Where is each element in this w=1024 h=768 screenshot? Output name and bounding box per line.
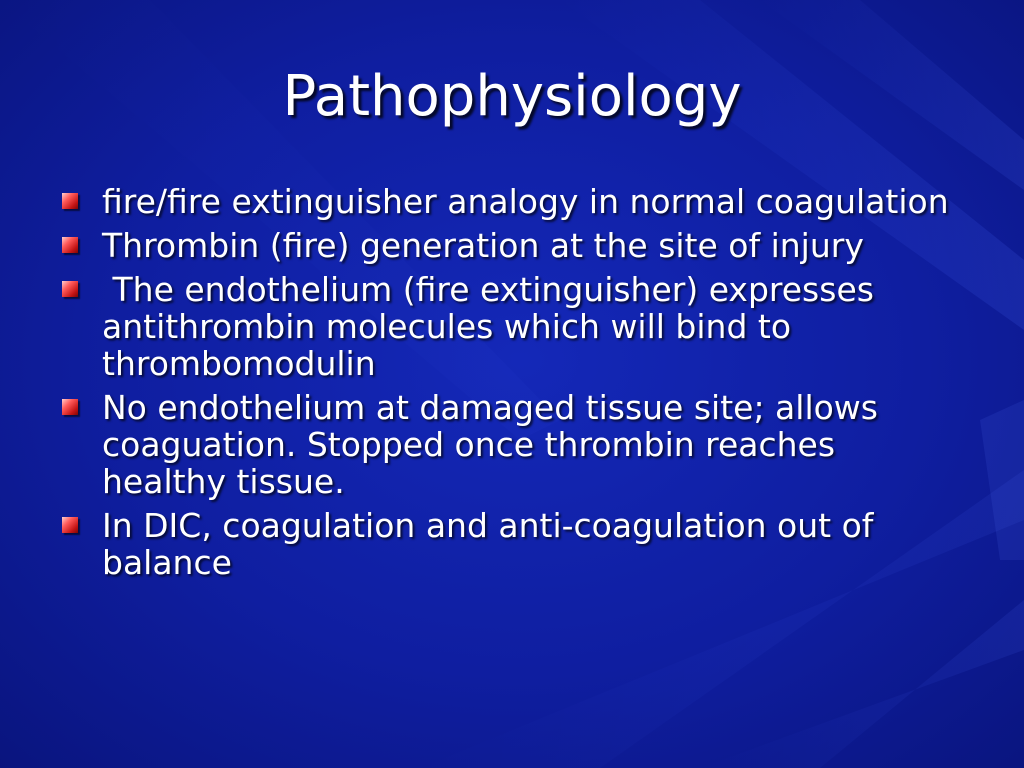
square-bullet-icon xyxy=(62,237,78,253)
square-bullet-icon xyxy=(62,399,78,415)
bullet-item xyxy=(62,227,962,264)
slide-title: Pathophysiology xyxy=(282,64,742,129)
bullet-list xyxy=(62,183,962,588)
bullet-item xyxy=(62,271,962,382)
square-bullet-icon xyxy=(62,517,78,533)
bullet-text: Thrombin (fire) generation at the site of injury xyxy=(102,226,864,265)
bullet-text: The endothelium (fire extinguisher) expresses antithrombin molecules which will bind to thrombomodulin xyxy=(102,270,885,383)
square-bullet-icon xyxy=(62,281,78,297)
bullet-text: In DIC, coagulation and anti-coagulation out of balance xyxy=(102,506,874,582)
bullet-text: fire/fire extinguisher analogy in normal coagulation xyxy=(102,182,949,221)
bullet-item xyxy=(62,389,962,500)
bullet-text: No endothelium at damaged tissue site; allows coaguation. Stopped once thrombin reaches healthy tissue. xyxy=(102,388,878,501)
bullet-item xyxy=(62,507,962,581)
bullet-item xyxy=(62,183,962,220)
square-bullet-icon xyxy=(62,193,78,209)
